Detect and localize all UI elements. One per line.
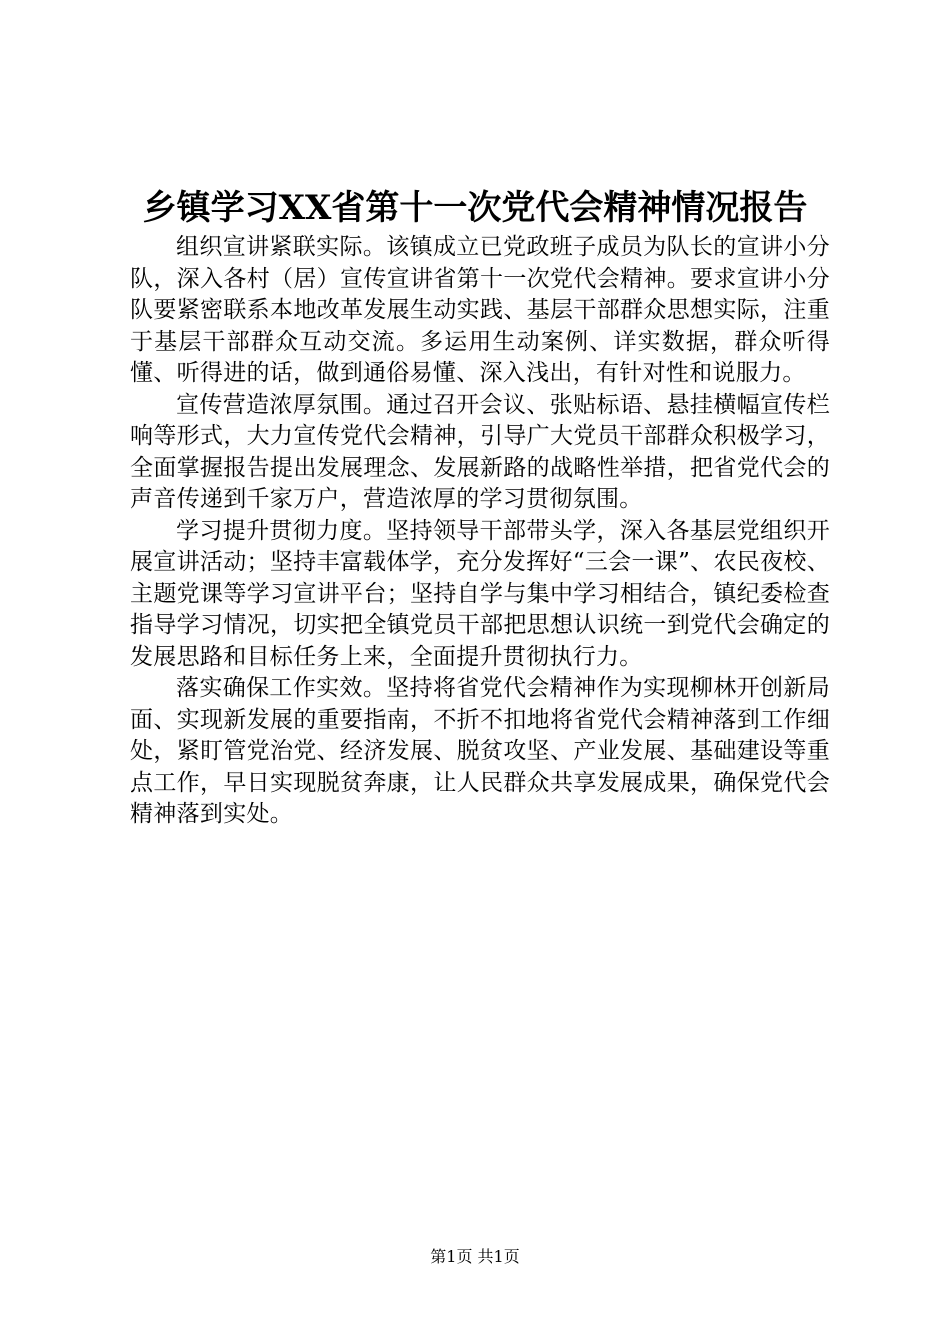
paragraph-3: 学习提升贯彻力度。坚持领导干部带头学，深入各基层党组织开展宣讲活动；坚持丰富载体学，充分发挥好“三会一课”、农民夜校、主题党课等学习宣讲平台；坚持自学与集中学习相结合，镇纪委检查指导学习情况，切实把全镇党员干部把思想认识统一到党代会确定的发展思路和目标任务上来，全面提升贯彻执行力。: [130, 517, 830, 670]
paragraph-4: 落实确保工作实效。坚持将省党代会精神作为实现柳林开创新局面、实现新发展的重要指南，不折不扣地将省党代会精神落到工作细处，紧盯管党治党、经济发展、脱贫攻坚、产业发展、基础建设等重点工作，早日实现脱贫奔康，让人民群众共享发展成果，确保党代会精神落到实处。: [130, 675, 830, 827]
document-body: [130, 232, 830, 831]
page-footer: 第1页 共1页: [430, 1247, 520, 1266]
document-title: 乡镇学习XX省第十一次党代会精神情况报告: [142, 188, 808, 228]
paragraph-2: 宣传营造浓厚氛围。通过召开会议、张贴标语、悬挂横幅宣传栏响等形式，大力宣传党代会精神，引导广大党员干部群众积极学习，全面掌握报告提出发展理念、发展新路的战略性举措，把省党代会的声音传递到千家万户，营造浓厚的学习贯彻氛围。: [130, 391, 830, 512]
paragraph-1: 组织宣讲紧联实际。该镇成立已党政班子成员为队长的宣讲小分队，深入各村（居）宣传宣讲省第十一次党代会精神。要求宣讲小分队要紧密联系本地改革发展生动实践、基层干部群众思想实际，注重于基层干部群众互动交流。多运用生动案例、详实数据，群众听得懂、听得进的话，做到通俗易懂、深入浅出，有针对性和说服力。: [130, 234, 830, 386]
